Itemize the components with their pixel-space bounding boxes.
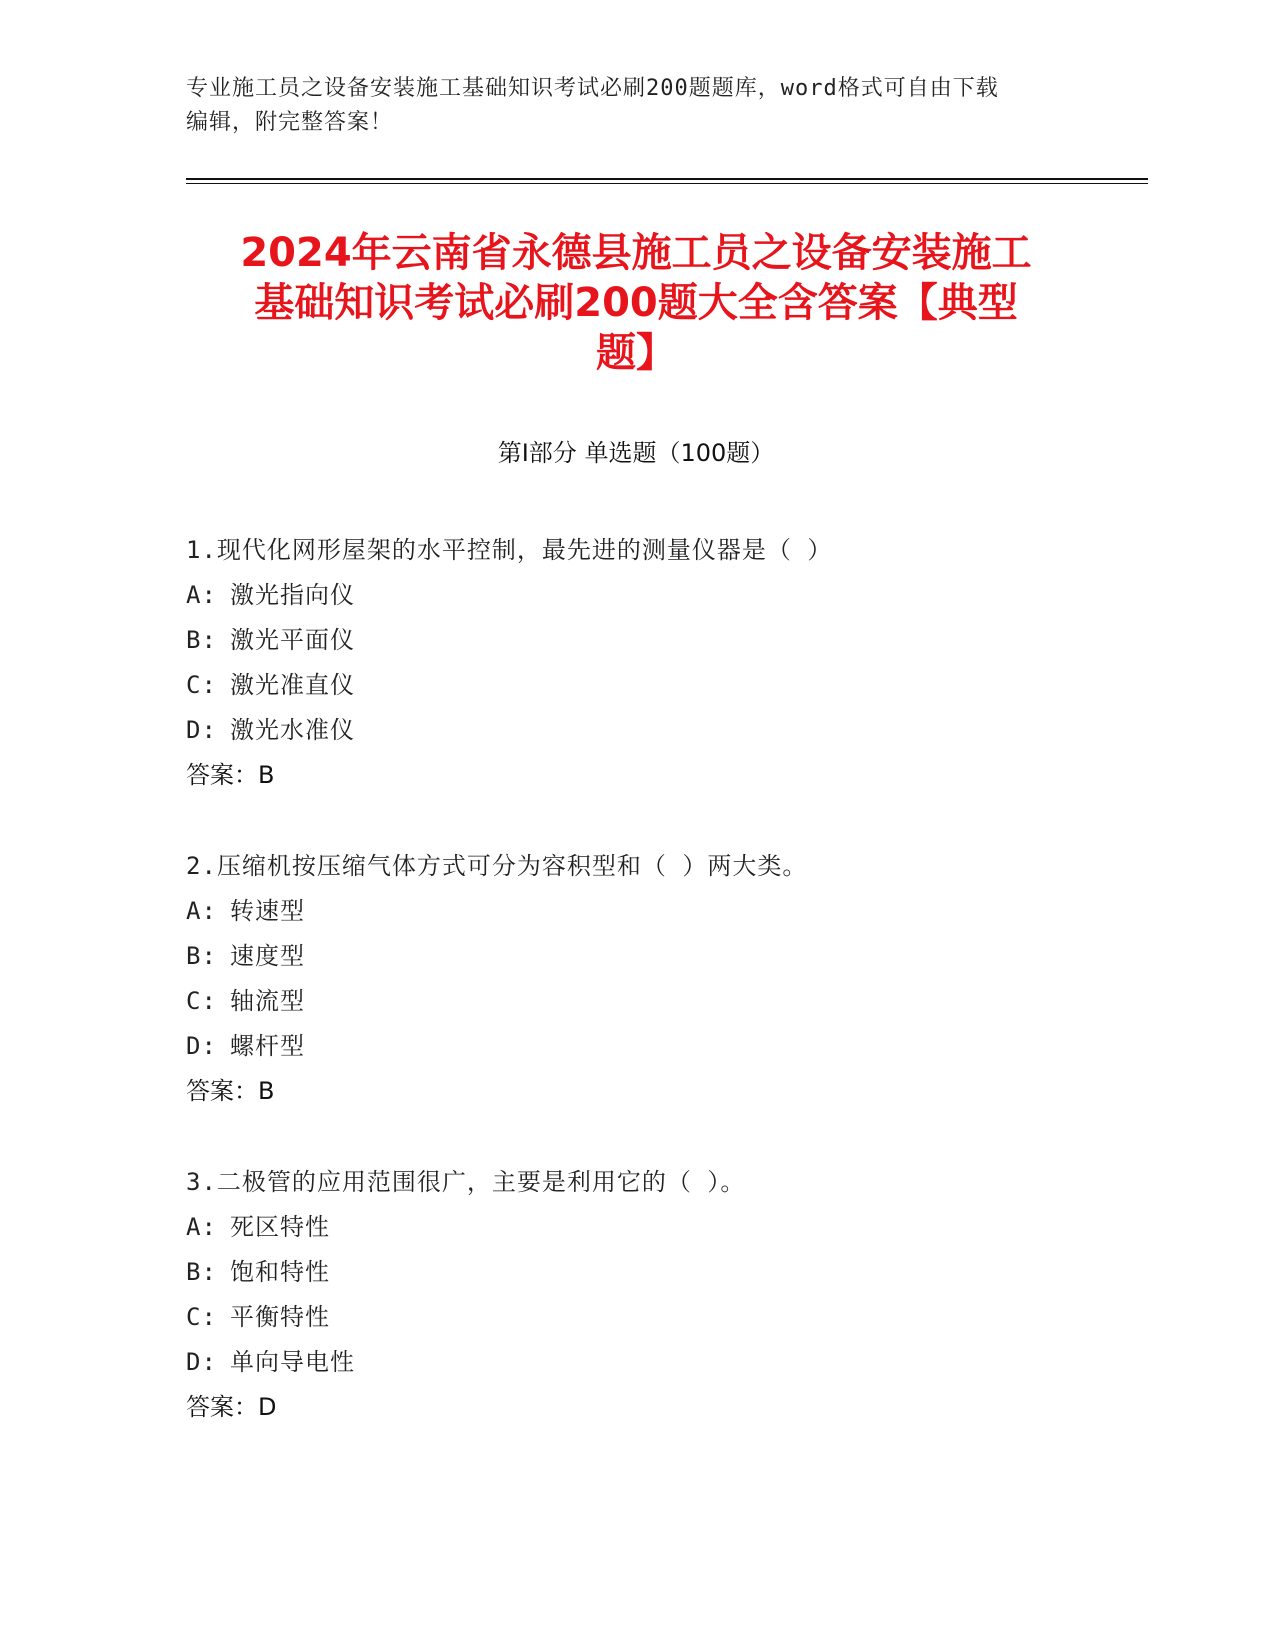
option-b [186, 1250, 1086, 1295]
option-text: 激光指向仪 [230, 581, 355, 609]
option-key: C: [186, 1303, 217, 1331]
header-divider-thick [186, 178, 1148, 180]
question-1 [186, 528, 1086, 798]
document-title-line-2: 基础知识考试必刷200题大全含答案【典型 [254, 280, 1018, 326]
option-key: B: [186, 1258, 217, 1286]
option-key: A: [186, 581, 217, 609]
header-divider-thin [186, 183, 1148, 184]
answer-label: 答案：D [186, 1393, 277, 1421]
option-key: C: [186, 987, 217, 1015]
option-key: D: [186, 1032, 217, 1060]
document-title [186, 228, 1086, 378]
option-text: 单向导电性 [230, 1348, 355, 1376]
option-text: 轴流型 [230, 987, 305, 1015]
option-d [186, 1024, 1086, 1069]
option-c [186, 979, 1086, 1024]
question-3 [186, 1160, 1086, 1430]
option-text: 转速型 [230, 897, 305, 925]
question-list [186, 528, 1086, 1476]
option-c [186, 1295, 1086, 1340]
option-a [186, 573, 1086, 618]
section-title: 第I部分 单选题（100题） [497, 439, 775, 467]
option-key: C: [186, 671, 217, 699]
option-text: 速度型 [230, 942, 305, 970]
question-stem: 2.压缩机按压缩气体方式可分为容积型和（ ）两大类。 [186, 852, 808, 880]
option-c [186, 663, 1086, 708]
option-key: A: [186, 897, 217, 925]
option-a [186, 1205, 1086, 1250]
header-note-line-1: 专业施工员之设备安装施工基础知识考试必刷200题题库，word格式可自由下载 [186, 76, 999, 101]
option-key: A: [186, 1213, 217, 1241]
option-text: 螺杆型 [230, 1032, 305, 1060]
header-note [186, 72, 1066, 140]
document-title-line-3: 题】 [596, 330, 676, 376]
answer-label: 答案：B [186, 761, 275, 789]
question-stem: 1.现代化网形屋架的水平控制，最先进的测量仪器是（ ） [186, 536, 833, 564]
option-key: D: [186, 1348, 217, 1376]
question-2 [186, 844, 1086, 1114]
option-d [186, 1340, 1086, 1385]
option-text: 激光水准仪 [230, 716, 355, 744]
question-stem: 3.二极管的应用范围很广，主要是利用它的（ ）。 [186, 1168, 746, 1196]
option-key: B: [186, 942, 217, 970]
option-b [186, 618, 1086, 663]
option-b [186, 934, 1086, 979]
document-title-line-1: 2024年云南省永德县施工员之设备安装施工 [240, 230, 1032, 276]
option-text: 死区特性 [230, 1213, 330, 1241]
header-note-line-2: 编辑，附完整答案！ [186, 110, 394, 135]
option-key: D: [186, 716, 217, 744]
answer-label: 答案：B [186, 1077, 275, 1105]
option-text: 激光准直仪 [230, 671, 355, 699]
option-key: B: [186, 626, 217, 654]
option-text: 饱和特性 [230, 1258, 330, 1286]
option-text: 平衡特性 [230, 1303, 330, 1331]
option-text: 激光平面仪 [230, 626, 355, 654]
option-a [186, 889, 1086, 934]
option-d [186, 708, 1086, 753]
